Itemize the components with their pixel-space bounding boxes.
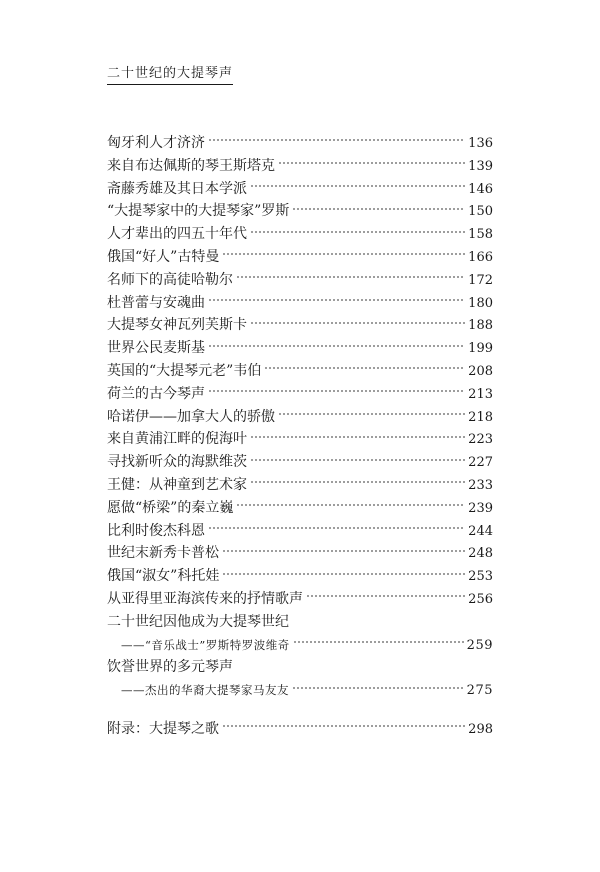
toc-entry-page: 136 [468,136,493,151]
table-of-contents [107,132,493,741]
toc-entry[interactable] [107,200,493,223]
dot-leader [250,481,465,483]
dot-leader [222,573,465,575]
toc-entry[interactable] [107,428,493,451]
dot-leader [208,345,465,347]
dot-leader [293,641,464,643]
toc-entry-title: 二十世纪因他成为大提琴世纪 [107,613,289,630]
dot-leader [278,162,465,164]
toc-entry-page: 253 [468,569,493,585]
toc-entry-page: 150 [468,204,493,220]
dot-leader [292,687,464,689]
toc-entry[interactable] [107,337,493,360]
toc-entry-page: 218 [468,409,493,425]
dot-leader [278,413,465,415]
toc-entry-page: 248 [468,546,493,562]
dot-leader [250,436,465,438]
toc-entry-title: 俄国“好人”古特曼 [107,248,220,265]
toc-entry-title: 从亚得里亚海滨传来的抒情歌声 [107,590,303,607]
toc-entry[interactable] [107,383,493,406]
toc-entry[interactable] [107,542,493,565]
toc-entry[interactable] [107,520,493,543]
dot-leader [236,504,465,506]
toc-entry-page: 208 [468,363,493,379]
toc-entry-title: ——杰出的华裔大提琴家马友友 [121,683,289,698]
dot-leader [222,550,465,552]
toc-entry-page: 275 [466,683,493,699]
dot-leader [306,595,465,597]
dot-leader [208,390,465,392]
toc-entry-page: 166 [468,249,493,265]
toc-entry-page: 233 [468,477,493,493]
toc-entry-title: 附录：大提琴之歌 [107,720,219,737]
toc-entry-subtitle[interactable] [107,634,493,657]
toc-entry[interactable] [107,246,493,269]
dot-leader [250,231,465,233]
toc-entry-page: 298 [468,721,493,737]
toc-entry[interactable] [107,132,493,155]
toc-entry[interactable] [107,451,493,474]
toc-entry[interactable] [107,406,493,429]
toc-entry[interactable] [107,497,493,520]
toc-entry-title: 大提琴女神瓦列芙斯卡 [107,317,247,334]
dot-leader [222,725,465,727]
dot-leader [250,322,465,324]
toc-entry-subtitle[interactable] [107,679,493,702]
toc-entry[interactable] [107,314,493,337]
toc-entry-page: 172 [468,272,493,288]
toc-entry-title: 世纪末新秀卡普松 [107,545,219,562]
toc-entry-title: 英国的“大提琴元老”韦伯 [107,362,262,379]
toc-entry-title: 斋藤秀雄及其日本学派 [107,180,247,197]
toc-entry-page: 199 [468,341,493,357]
toc-entry-title: 来自布达佩斯的琴王斯塔克 [107,157,275,174]
toc-entry-title: 王健：从神童到艺术家 [107,476,247,493]
toc-entry-title: 愿做“桥梁”的秦立巍 [107,499,234,516]
toc-entry[interactable] [107,360,493,383]
toc-entry-heading[interactable] [107,611,493,634]
toc-entry-title: 人才辈出的四五十年代 [107,226,247,243]
dot-leader [250,185,465,187]
toc-entry-page: 239 [468,500,493,516]
dot-leader [222,253,465,255]
dot-leader [250,459,465,461]
toc-entry-title: 饮誉世界的多元琴声 [107,659,233,676]
toc-entry[interactable] [107,565,493,588]
section-header: 二十世纪的大提琴声 [107,66,233,85]
dot-leader [236,276,465,278]
dot-leader [292,208,465,210]
dot-leader [208,299,465,301]
dot-leader [208,527,465,529]
toc-entry[interactable] [107,178,493,201]
toc-entry-title: 名师下的高徒哈勒尔 [107,271,233,288]
toc-entry-title: 世界公民麦斯基 [107,340,205,357]
toc-entry-page: 259 [466,637,493,653]
toc-entry-title: 匈牙利人才济济 [107,135,205,151]
toc-entry-heading[interactable] [107,656,493,679]
toc-entry-title: 比利时俊杰科恩 [107,522,205,539]
toc-entry-title: 荷兰的古今琴声 [107,385,205,402]
toc-entry-page: 146 [468,181,493,197]
toc-entry-title: “大提琴家中的大提琴家”罗斯 [107,203,290,220]
toc-entry-title: 来自黄浦江畔的倪海叶 [107,431,247,448]
toc-entry-page: 139 [468,158,493,174]
dot-leader [208,139,465,141]
toc-entry[interactable] [107,292,493,315]
toc-entry[interactable] [107,269,493,292]
toc-entry-title: 哈诺伊——加拿大人的骄傲 [107,408,275,425]
toc-entry-title: 寻找新听众的海默维茨 [107,454,247,471]
toc-entry-page: 213 [468,386,493,402]
toc-entry-title: 俄国“淑女”科托娃 [107,568,220,585]
toc-entry[interactable] [107,155,493,178]
toc-entry-page: 158 [468,227,493,243]
toc-entry-page: 188 [468,318,493,334]
spacer [107,702,493,718]
toc-entry-appendix[interactable] [107,718,493,741]
toc-entry-page: 227 [468,455,493,471]
toc-entry-title: ——“音乐战士”罗斯特罗波维奇 [121,637,290,652]
toc-entry[interactable] [107,223,493,246]
toc-entry-title: 杜普蕾与安魂曲 [107,294,205,311]
dot-leader [264,367,465,369]
toc-entry-page: 244 [468,523,493,539]
toc-entry-page: 180 [468,295,493,311]
toc-entry[interactable] [107,474,493,497]
toc-entry[interactable] [107,588,493,611]
toc-entry-page: 256 [468,591,493,607]
toc-entry-page: 223 [468,432,493,448]
